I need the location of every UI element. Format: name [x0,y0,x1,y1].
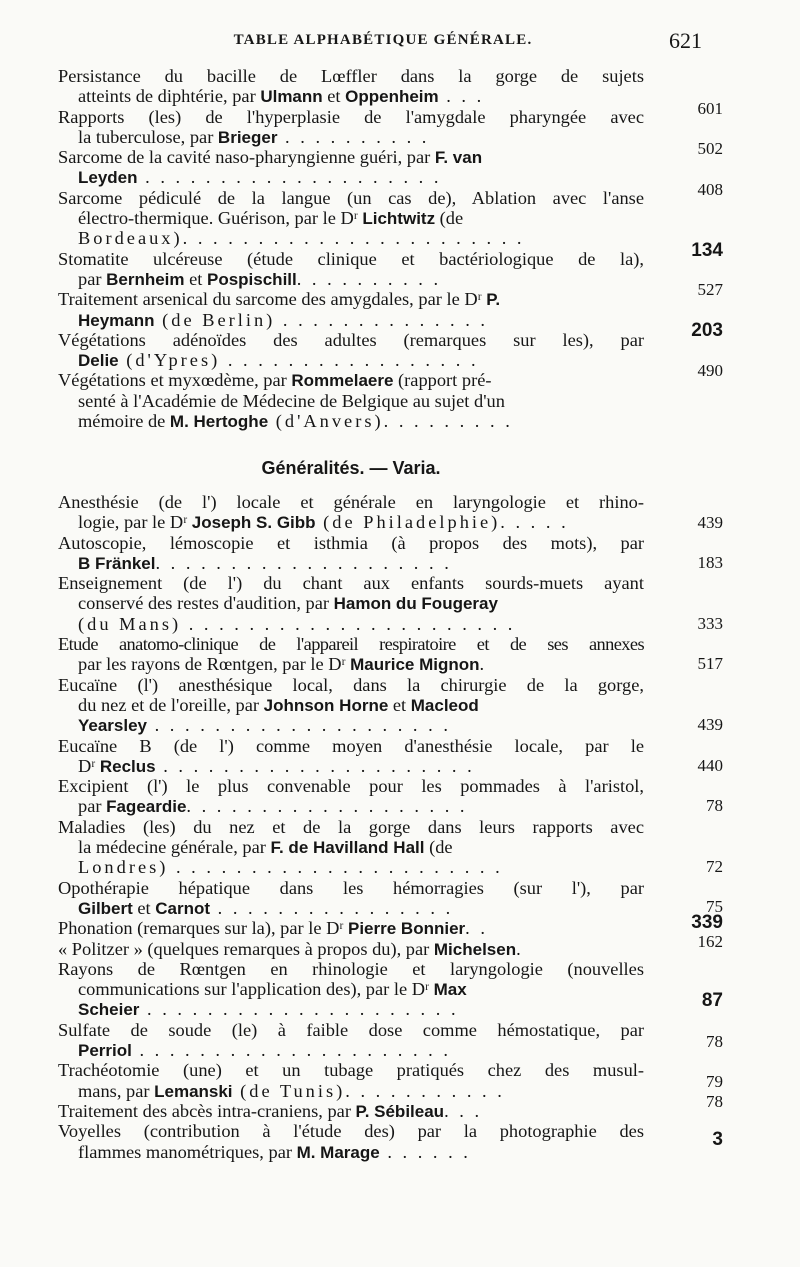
entry-line: Phonation (remarques sur la), par le Dʳ Pierre Bonnier. . [58,918,488,939]
entry-line: Traitement arsenical du sarcome des amygdales, par le Dʳ P. [58,289,501,310]
entry-line: Anesthésie (de l') locale et générale en laryngologie et rhino- [58,492,644,512]
entry-line: senté à l'Académie de Médecine de Belgique au sujet d'un [78,390,505,411]
page-ref: 339 [691,912,723,933]
page-ref: 527 [697,280,723,299]
entry-line: conservé des restes d'audition, par Hamon du Fougeray [78,593,498,614]
entry-line: Voyelles (contribution à l'étude des) par la photographie des [58,1121,644,1142]
entry-line: Maladies (les) du nez et de la gorge dans leurs rapports avec [58,816,644,837]
page-ref: 490 [697,361,723,380]
entry-line: Perriol . . . . . . . . . . . . . . . . . . . . . [78,1040,451,1061]
page-ref: 183 [697,553,723,572]
entry-line: la tuberculose, par Brieger . . . . . . . . . . [78,126,430,147]
entry-line: Sulfate de soude (le) à faible dose comme hémostatique, par [58,1019,644,1040]
entry-line: du nez et de l'oreille, par Johnson Horne et Macleod [78,694,479,715]
entry-line: communications sur l'application des), par le Dʳ Max [78,979,467,1000]
entry-line: Excipient (l') le plus convenable pour les pommades à l'aristol, [58,776,644,797]
entry-line: Enseignement (de l') du chant aux enfants sourds-muets ayant [58,573,644,594]
entry-line: B Fränkel. . . . . . . . . . . . . . . . . . . . [78,552,452,573]
page-ref: 439 [697,715,723,734]
page-ref: 78 [706,1092,723,1111]
page-ref: 601 [697,99,723,118]
entry-line: (du Mans) . . . . . . . . . . . . . . . . . . . . . . [78,613,516,634]
entry-line: Trachéotomie (une) et un tubage pratiqués chez des musul- [58,1060,644,1081]
entry-line: Eucaïne B (de l') comme moyen d'anesthésie locale, par le [58,735,644,756]
page-ref: 79 [706,1072,723,1091]
entry-line: Persistance du bacille de Lœffler dans la gorge de sujets [58,66,644,86]
page-ref: 78 [706,1032,723,1051]
entry-line: Dʳ Reclus . . . . . . . . . . . . . . . . . . . . . [78,755,475,776]
page-ref: 134 [691,240,723,261]
entries-list [58,66,644,431]
entry-line: Delie (d'Ypres) . . . . . . . . . . . . . . . . . [78,350,479,371]
entry-line: Opothérapie hépatique dans les hémorragies (sur l'), par [58,877,644,898]
entry-line: Traitement des abcès intra-craniens, par P. Sébileau. . . [58,1100,483,1121]
entry-line: atteints de diphtérie, par Ulmann et Oppenheim . . . [78,86,485,107]
entry-line: flammes manométriques, par M. Marage . . . . . . [78,1141,471,1162]
section-title: Généralités. — Varia. [261,458,441,478]
page-ref: 517 [697,654,723,673]
entry-line: la médecine générale, par F. de Havilland Hall (de [78,837,453,858]
entry-line: Etude anatomo-clinique de l'appareil respiratoire et de ses annexes [58,634,644,655]
entry-line: Sarcome pédiculé de la langue (un cas de), Ablation avec l'anse [58,187,644,208]
entry-line: Sarcome de la cavité naso-pharyngienne guéri, par F. van [58,147,483,168]
page-ref: 87 [701,990,723,1011]
entry-line: Londres) . . . . . . . . . . . . . . . . . . . . . . [78,857,503,878]
entry-line: Yearsley . . . . . . . . . . . . . . . . . . . . [78,715,451,736]
page-ref: 3 [712,1129,723,1150]
entry-line: Rapports (les) de l'hyperplasie de l'amygdale pharyngée avec [58,106,644,127]
running-header: TABLE ALPHABÉTIQUE GÉNÉRALE. [233,32,533,48]
page-ref: 440 [697,756,723,775]
entry-line: Stomatite ulcéreuse (étude clinique et bactériologique de la), [58,248,644,269]
page-ref: 439 [697,513,723,532]
page-ref: 75 [706,897,723,916]
entry-line: Autoscopie, lémoscopie et isthmia (à propos des mots), par [58,532,644,553]
page-ref: 333 [697,614,723,633]
entry-line: Heymann (de Berlin) . . . . . . . . . . . . . . [78,309,489,330]
entry-line: Eucaïne (l') anesthésique local, dans la chirurgie de la gorge, [58,674,644,695]
entry-line: Bordeaux). . . . . . . . . . . . . . . . . . . . . . . [78,228,525,249]
entry-line: par Fageardie. . . . . . . . . . . . . . . . . . . [78,796,468,817]
varia-list [58,492,644,1162]
entry-line: mémoire de M. Hertoghe (d'Anvers). . . . . . . . . [78,411,513,432]
entry-line: Végétations adénoïdes des adultes (remarques sur les), par [58,329,644,350]
entry-line: mans, par Lemanski (de Tunis). . . . . . . . . . . [78,1080,505,1101]
entry-line: Leyden . . . . . . . . . . . . . . . . . . . . [78,167,442,188]
entry-line: Rayons de Rœntgen en rhinologie et laryngologie (nouvelles [58,958,644,979]
entry-line: Végétations et myxœdème, par Rommelaere (rapport pré- [58,370,492,391]
entry-line: Gilbert et Carnot . . . . . . . . . . . . . . . . [78,897,454,918]
entry-line: Scheier . . . . . . . . . . . . . . . . . . . . . [78,999,459,1020]
page-ref: 203 [691,320,723,341]
page-number: 621 [669,28,702,53]
page-ref: 78 [706,796,723,815]
entry-line: logie, par le Dʳ Joseph S. Gibb (de Philadelphie). . . . . [78,512,569,533]
page-ref: 408 [697,180,723,199]
entry-line: « Politzer » (quelques remarques à propos du), par Michelsen. [58,938,521,959]
entry-line: par les rayons de Rœntgen, par le Dʳ Maurice Mignon. [78,654,485,675]
page-ref: 162 [697,932,723,951]
page-ref: 502 [697,139,723,158]
entry-line: électro-thermique. Guérison, par le Dʳ Lichtwitz (de [78,208,464,229]
entry-line: par Bernheim et Pospischill. . . . . . . . . . [78,268,442,289]
page-ref: 72 [706,857,723,876]
